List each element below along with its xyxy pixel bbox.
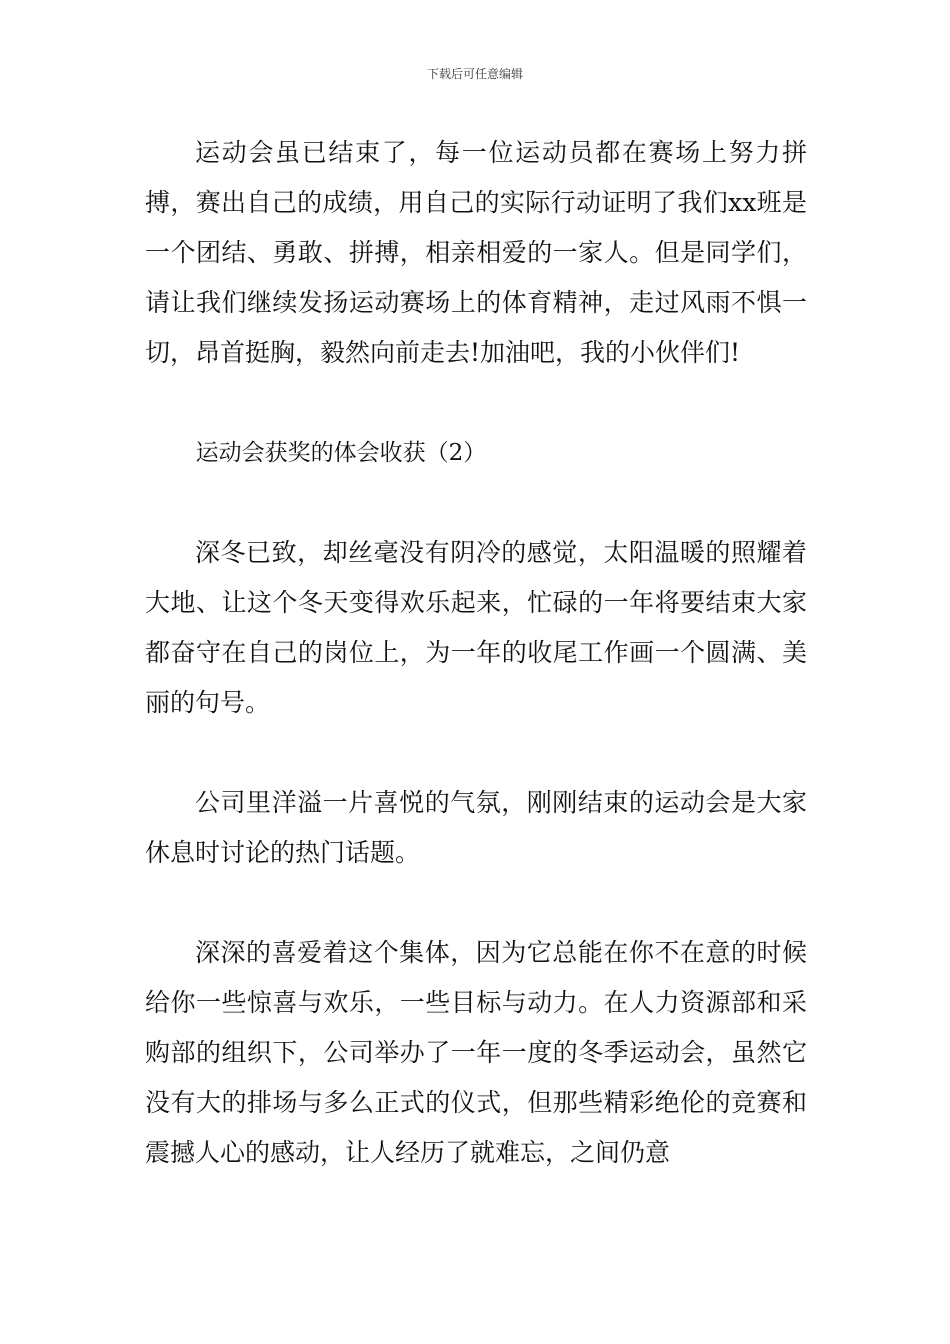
paragraph-winter-intro: 深冬已致，却丝毫没有阴冷的感觉，太阳温暖的照耀着大地、让这个冬天变得欢乐起来，忙碌的一年将要结束大家都奋守在自己的岗位上，为一年的收尾工作画一个圆满、美丽的句号。 (145, 538, 807, 717)
paragraph-collective-love: 深深的喜爱着这个集体，因为它总能在你不在意的时候给你一些惊喜与欢乐，一些目标与动力。在人力资源部和采购部的组织下，公司举办了一年一度的冬季运动会，虽然它没有大的排场与多么正式的仪式，但那些精彩绝伦的竞赛和震撼人心的感动，让人经历了就难忘，之间仍意 (145, 938, 807, 1167)
paragraph-closing-remarks: 运动会虽已结束了，每一位运动员都在赛场上努力拼搏，赛出自己的成绩，用自己的实际行动证明了我们xx班是一个团结、勇敢、拼搏，相亲相爱的一家人。但是同学们，请让我们继续发扬运动赛场上的体育精神，走过风雨不惧一切，昂首挺胸，毅然向前走去!加油吧，我的小伙伴们! (145, 138, 807, 367)
document-body (145, 128, 807, 1178)
section-heading: 运动会获奖的体会收获（2） (195, 440, 487, 466)
paragraph-company-atmosphere: 公司里洋溢一片喜悦的气氛，刚刚结束的运动会是大家休息时讨论的热门话题。 (145, 788, 807, 867)
page-header-note: 下载后可任意编辑 (426, 67, 523, 81)
